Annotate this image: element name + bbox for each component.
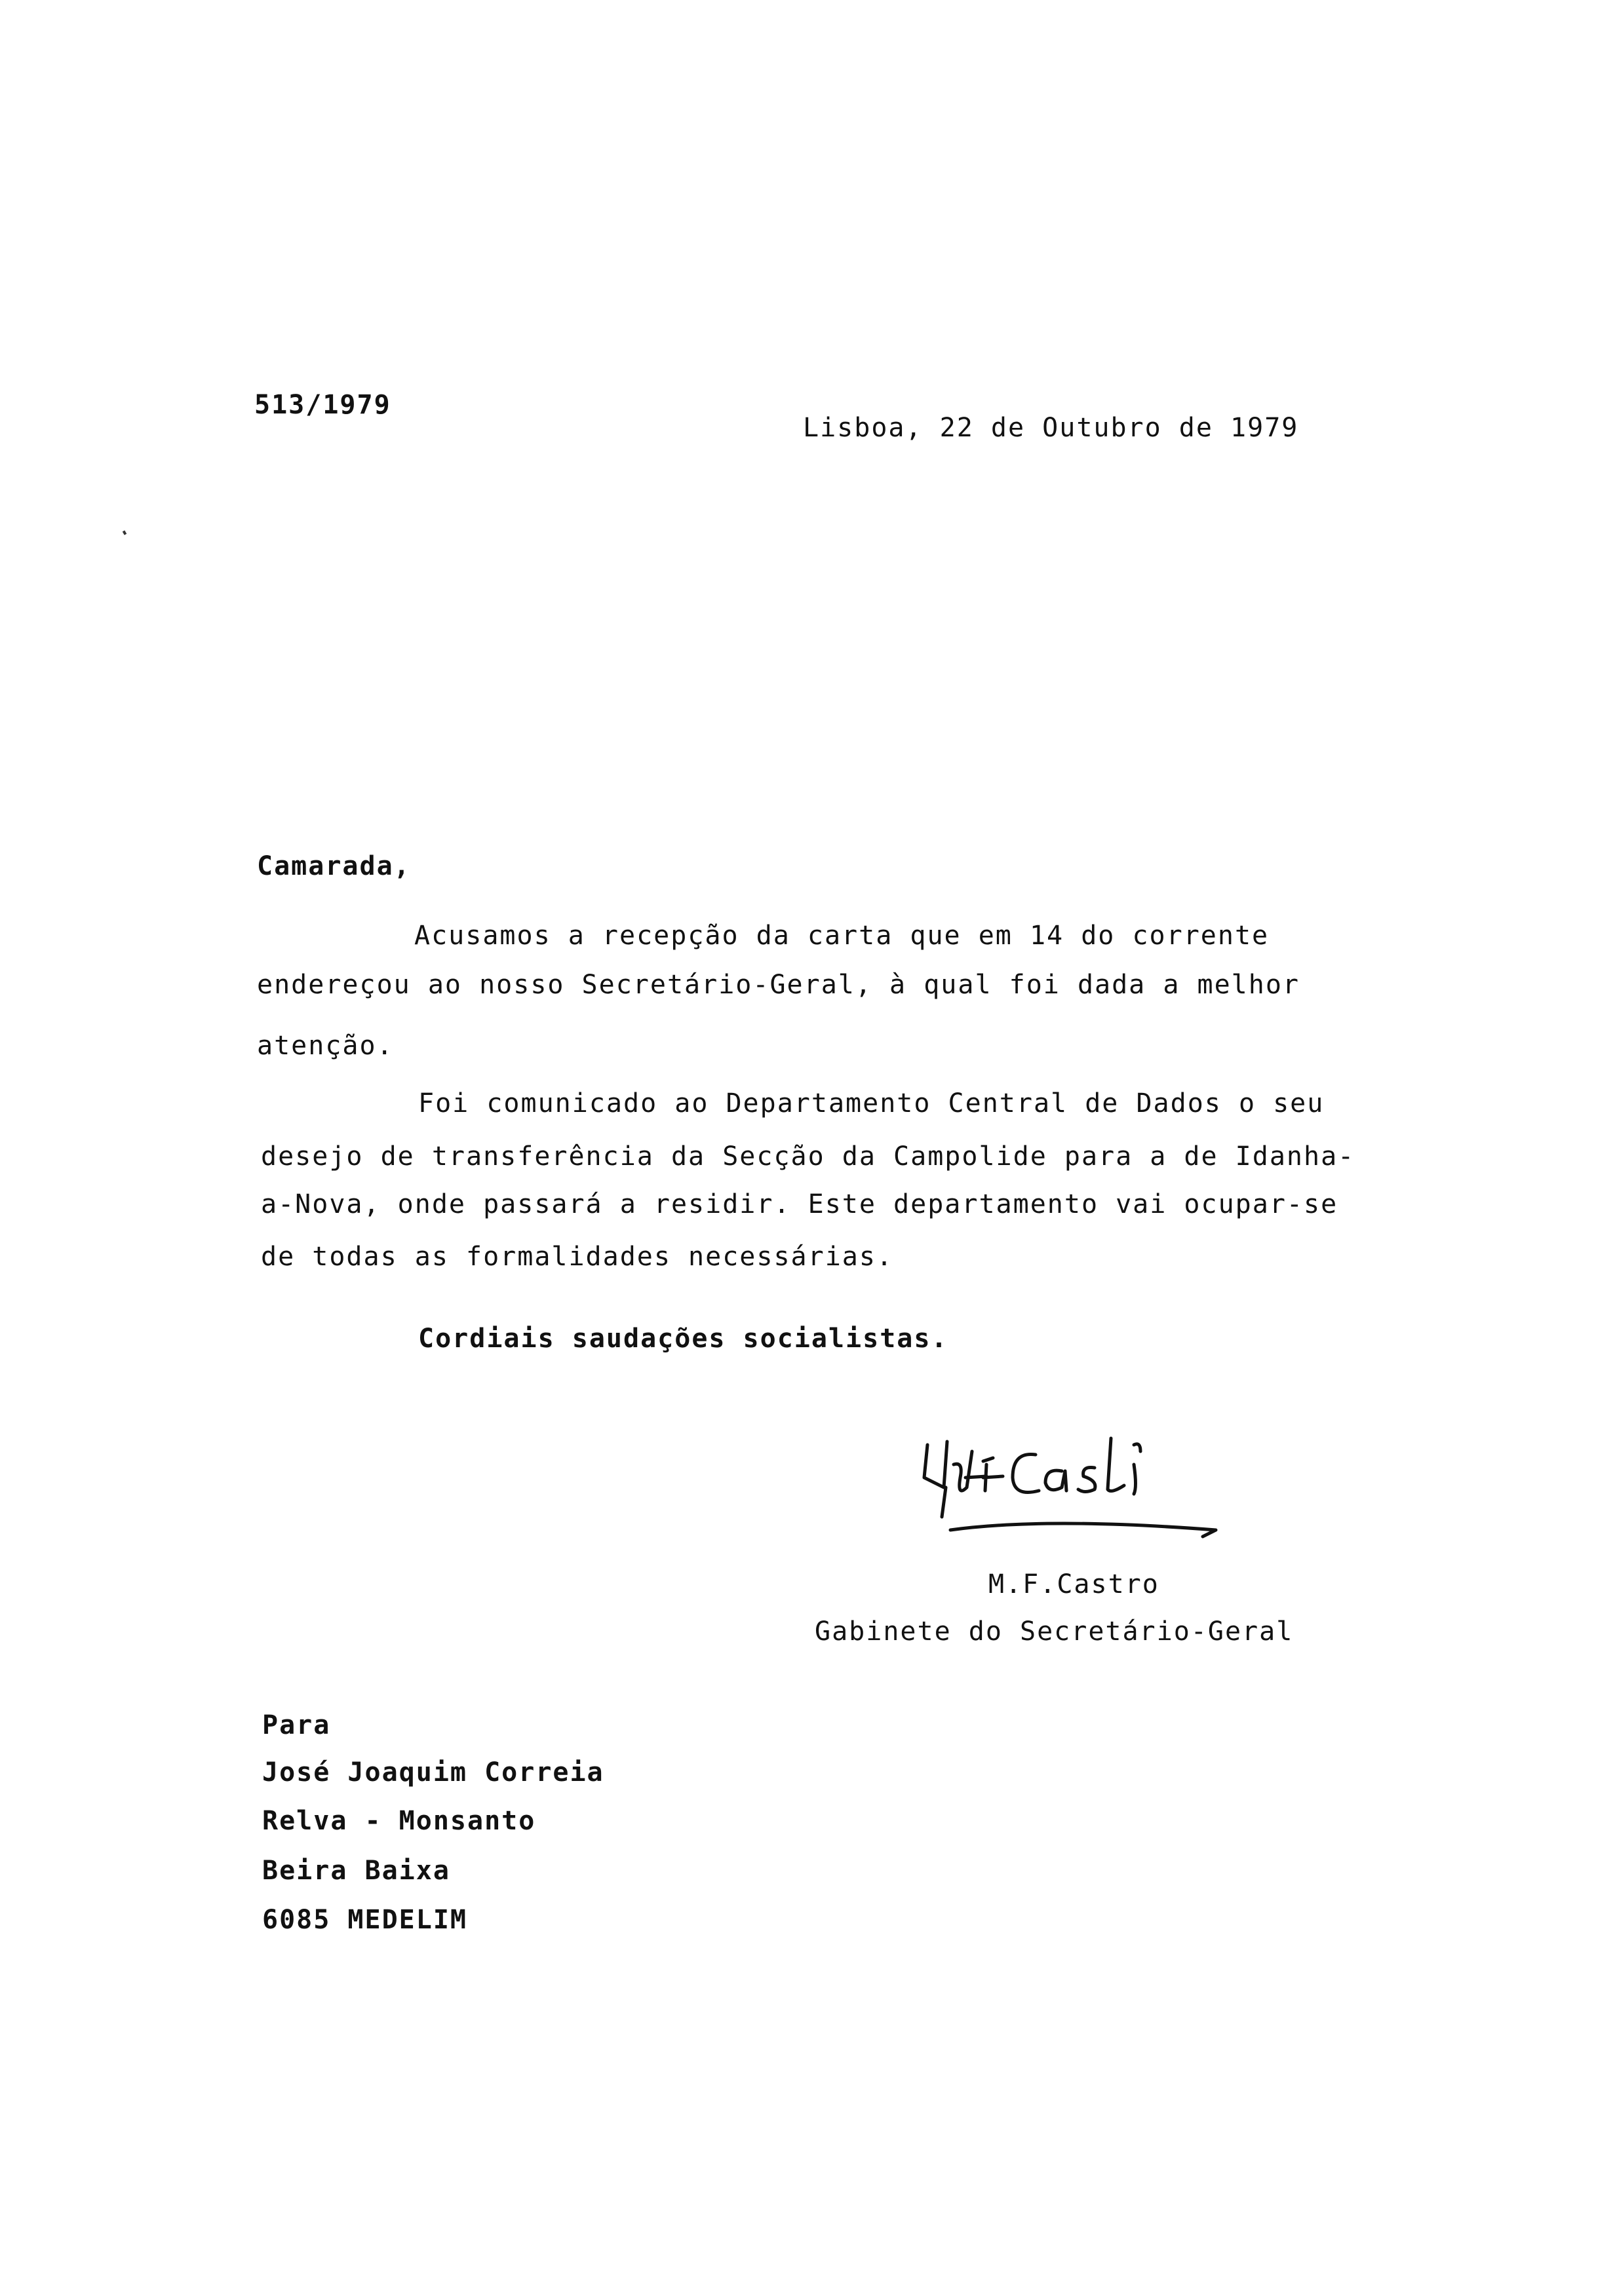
handwritten-signature xyxy=(914,1425,1242,1550)
body-line-4: Foi comunicado ao Departamento Central de Dados o seu xyxy=(418,1088,1325,1119)
recipient-name: José Joaquim Correia xyxy=(262,1757,604,1788)
recipient-label: Para xyxy=(262,1710,331,1740)
signatory-name: M.F.Castro xyxy=(988,1569,1159,1599)
recipient-address-1: Relva - Monsanto xyxy=(262,1806,536,1836)
signatory-title: Gabinete do Secretário-Geral xyxy=(815,1617,1294,1647)
salutation: Camarada, xyxy=(257,851,411,881)
recipient-address-2: Beira Baixa xyxy=(262,1856,450,1886)
body-line-6: a-Nova, onde passará a residir. Este departamento vai ocupar-se xyxy=(261,1189,1338,1219)
paper-speck xyxy=(123,530,126,535)
recipient-postal: 6085 MEDELIM xyxy=(262,1905,467,1935)
body-line-7: de todas as formalidades necessárias. xyxy=(261,1242,894,1272)
place-date: Lisboa, 22 de Outubro de 1979 xyxy=(803,413,1299,443)
closing: Cordiais saudações socialistas. xyxy=(418,1324,948,1354)
body-line-1: Acusamos a recepção da carta que em 14 do corrente xyxy=(414,921,1270,951)
body-line-5: desejo de transferência da Secção da Campolide para a de Idanha- xyxy=(261,1141,1355,1172)
body-line-3: atenção. xyxy=(257,1031,394,1061)
reference-number: 513/1979 xyxy=(254,390,391,420)
body-line-2: endereçou ao nosso Secretário-Geral, à qual foi dada a melhor xyxy=(257,970,1300,1000)
